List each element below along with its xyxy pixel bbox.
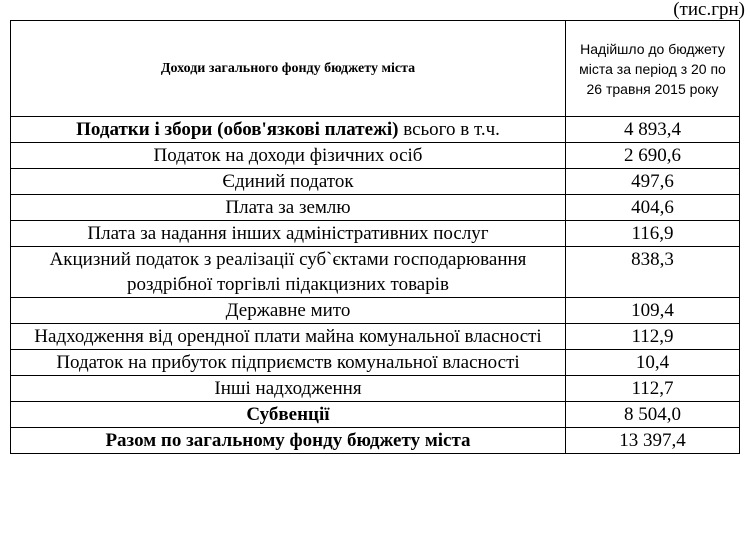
row-value: 838,3 bbox=[566, 247, 740, 298]
header-income-column: Доходи загального фонду бюджету міста bbox=[11, 21, 566, 117]
row-value: 8 504,0 bbox=[566, 402, 740, 428]
row-name: Єдиний податок bbox=[11, 169, 566, 195]
row-name bbox=[11, 117, 566, 143]
table-row bbox=[11, 350, 740, 376]
unit-label: (тис.грн) bbox=[673, 0, 745, 20]
table-row bbox=[11, 247, 740, 298]
table-row bbox=[11, 221, 740, 247]
table-row bbox=[11, 402, 740, 428]
row-name-rest: всього в т.ч. bbox=[398, 119, 500, 140]
table-row bbox=[11, 169, 740, 195]
row-name: Податок на прибуток підприємств комунальної власності bbox=[11, 350, 566, 376]
table-row bbox=[11, 324, 740, 350]
row-name: Інші надходження bbox=[11, 376, 566, 402]
row-value: 116,9 bbox=[566, 221, 740, 247]
row-value: 109,4 bbox=[566, 298, 740, 324]
row-value: 497,6 bbox=[566, 169, 740, 195]
row-name: Акцизний податок з реалізації суб`єктами господарювання роздрібної торгівлі підакцизних товарів bbox=[11, 247, 566, 298]
table-row bbox=[11, 298, 740, 324]
table-row bbox=[11, 195, 740, 221]
row-name-bold: Податки і збори (обов'язкові платежі) bbox=[76, 119, 399, 140]
row-name: Податок на доходи фізичних осіб bbox=[11, 143, 566, 169]
row-name: Разом по загальному фонду бюджету міста bbox=[11, 428, 566, 454]
table-header-row bbox=[11, 21, 740, 117]
row-name: Державне мито bbox=[11, 298, 566, 324]
row-value: 112,7 bbox=[566, 376, 740, 402]
row-value: 2 690,6 bbox=[566, 143, 740, 169]
row-value: 4 893,4 bbox=[566, 117, 740, 143]
row-name: Плата за надання інших адміністративних послуг bbox=[11, 221, 566, 247]
row-value: 13 397,4 bbox=[566, 428, 740, 454]
row-value: 10,4 bbox=[566, 350, 740, 376]
row-value: 404,6 bbox=[566, 195, 740, 221]
table-row bbox=[11, 428, 740, 454]
row-name: Субвенції bbox=[11, 402, 566, 428]
row-value: 112,9 bbox=[566, 324, 740, 350]
table-row bbox=[11, 143, 740, 169]
row-name: Надходження від орендної плати майна комунальної власності bbox=[11, 324, 566, 350]
row-name: Плата за землю bbox=[11, 195, 566, 221]
header-received-column: Надійшло до бюджету міста за період з 20 по 26 травня 2015 року bbox=[566, 21, 740, 117]
table-row bbox=[11, 376, 740, 402]
budget-table bbox=[10, 20, 740, 454]
table-row bbox=[11, 117, 740, 143]
